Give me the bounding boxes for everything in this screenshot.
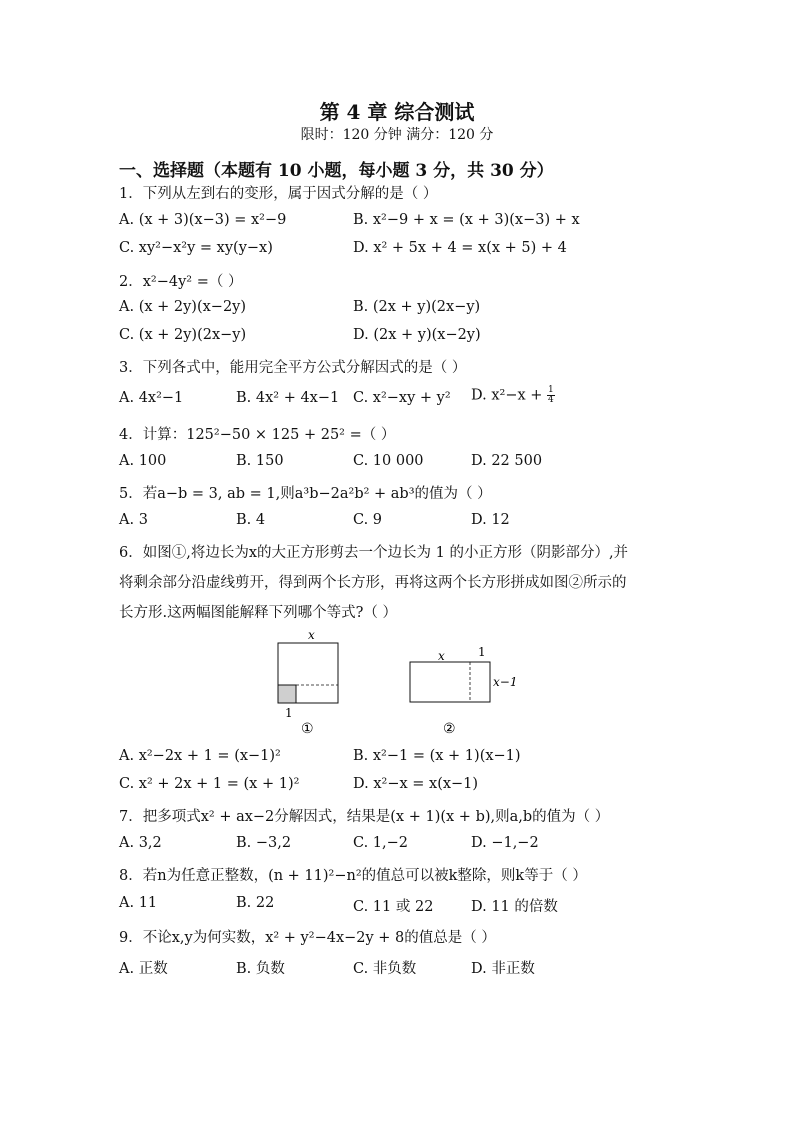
fraction-numerator: 1 <box>548 385 554 395</box>
question-2-option-b: B. (2x + y)(2x−y) <box>353 299 481 315</box>
question-9-stem: 9．不论x,y为何实数，x² + y²−4x−2y + 8的值总是（ ） <box>119 930 496 946</box>
fig1-shaded-square <box>278 685 296 703</box>
question-6-option-d: D. x²−x = x(x−1) <box>353 776 479 792</box>
fig1-side-label: 1 <box>285 706 293 720</box>
question-4-option-d: D. 22 500 <box>471 453 543 469</box>
question-3-stem: 3．下列各式中，能用完全平方公式分解因式的是（ ） <box>119 360 467 376</box>
fig2-top-label-1: 1 <box>478 645 486 659</box>
fig2-caption: ② <box>443 721 456 737</box>
question-8-option-a: A. 11 <box>119 895 158 911</box>
question-1-stem: 1．下列从左到右的变形，属于因式分解的是（ ） <box>119 186 438 202</box>
question-1-option-c: C. xy²−x²y = xy(y−x) <box>119 240 273 256</box>
question-9-option-c: C. 非负数 <box>353 961 417 977</box>
question-8-option-d: D. 11 的倍数 <box>471 899 558 915</box>
question-5-option-d: D. 12 <box>471 512 510 528</box>
question-4-stem: 4．计算：125²−50 × 125 + 25² =（ ） <box>119 427 396 443</box>
question-6-figures <box>260 625 540 740</box>
question-1-option-d: D. x² + 5x + 4 = x(x + 5) + 4 <box>353 240 567 256</box>
question-7-stem: 7．把多项式x² + ax−2分解因式，结果是(x + 1)(x + b),则a,b的值为（ ） <box>119 809 610 825</box>
question-6-stem-line-2: 将剩余部分沿虚线剪开，得到两个长方形，再将这两个长方形拼成如图②所示的 <box>119 575 627 591</box>
question-5-option-c: C. 9 <box>353 512 383 528</box>
question-5-option-a: A. 3 <box>119 512 148 528</box>
question-4-option-b: B. 150 <box>236 453 284 469</box>
question-3-option-c: C. x²−xy + y² <box>353 390 451 406</box>
question-1-option-a: A. (x + 3)(x−3) = x²−9 <box>119 212 287 228</box>
question-8-option-b: B. 22 <box>236 895 275 911</box>
fraction-denominator: 4 <box>548 395 554 405</box>
question-2-option-c: C. (x + 2y)(2x−y) <box>119 327 247 343</box>
question-6-option-a: A. x²−2x + 1 = (x−1)² <box>119 748 281 764</box>
question-8-option-c: C. 11 或 22 <box>353 899 434 915</box>
fraction <box>547 386 555 405</box>
question-2-option-a: A. (x + 2y)(x−2y) <box>119 299 247 315</box>
question-6-stem-line-3: 长方形.这两幅图能解释下列哪个等式?（ ） <box>119 605 397 621</box>
question-7-option-d: D. −1,−2 <box>471 835 539 851</box>
question-3-option-d-text: D. x²−x + <box>471 387 548 404</box>
question-5-stem: 5．若a−b = 3, ab = 1,则a³b−2a²b² + ab³的值为（ ） <box>119 486 492 502</box>
page-subtitle: 限时：120 分钟 满分：120 分 <box>300 127 494 143</box>
question-6-option-b: B. x²−1 = (x + 1)(x−1) <box>353 748 521 764</box>
question-3-option-a: A. 4x²−1 <box>119 390 184 406</box>
question-9-option-b: B. 负数 <box>236 961 285 977</box>
fig1-top-label: x <box>308 628 315 642</box>
question-2-stem: 2．x²−4y² =（ ） <box>119 274 243 290</box>
question-2-option-d: D. (2x + y)(x−2y) <box>353 327 481 343</box>
question-9-option-a: A. 正数 <box>119 961 168 977</box>
fig2-top-label-x: x <box>438 649 445 663</box>
fig2-rectangle <box>410 662 490 702</box>
question-3-option-b: B. 4x² + 4x−1 <box>236 390 340 406</box>
fig2-side-label: x−1 <box>493 675 518 689</box>
question-9-option-d: D. 非正数 <box>471 961 535 977</box>
question-6-stem-line-1: 6．如图①,将边长为x的大正方形剪去一个边长为 1 的小正方形（阴影部分）,并 <box>119 545 629 561</box>
page-title: 第 4 章 综合测试 <box>319 100 475 124</box>
question-7-option-a: A. 3,2 <box>119 835 162 851</box>
question-7-option-b: B. −3,2 <box>236 835 292 851</box>
question-7-option-c: C. 1,−2 <box>353 835 409 851</box>
question-3-option-d <box>471 386 555 405</box>
question-6-option-c: C. x² + 2x + 1 = (x + 1)² <box>119 776 300 792</box>
question-8-stem: 8．若n为任意正整数，(n + 11)²−n²的值总可以被k整除，则k等于（ ） <box>119 868 587 884</box>
question-5-option-b: B. 4 <box>236 512 266 528</box>
question-4-option-c: C. 10 000 <box>353 453 424 469</box>
question-4-option-a: A. 100 <box>119 453 167 469</box>
question-1-option-b: B. x²−9 + x = (x + 3)(x−3) + x <box>353 212 580 228</box>
fig1-caption: ① <box>301 721 314 737</box>
section-heading: 一、选择题（本题有 10 小题，每小题 3 分，共 30 分） <box>119 161 554 181</box>
